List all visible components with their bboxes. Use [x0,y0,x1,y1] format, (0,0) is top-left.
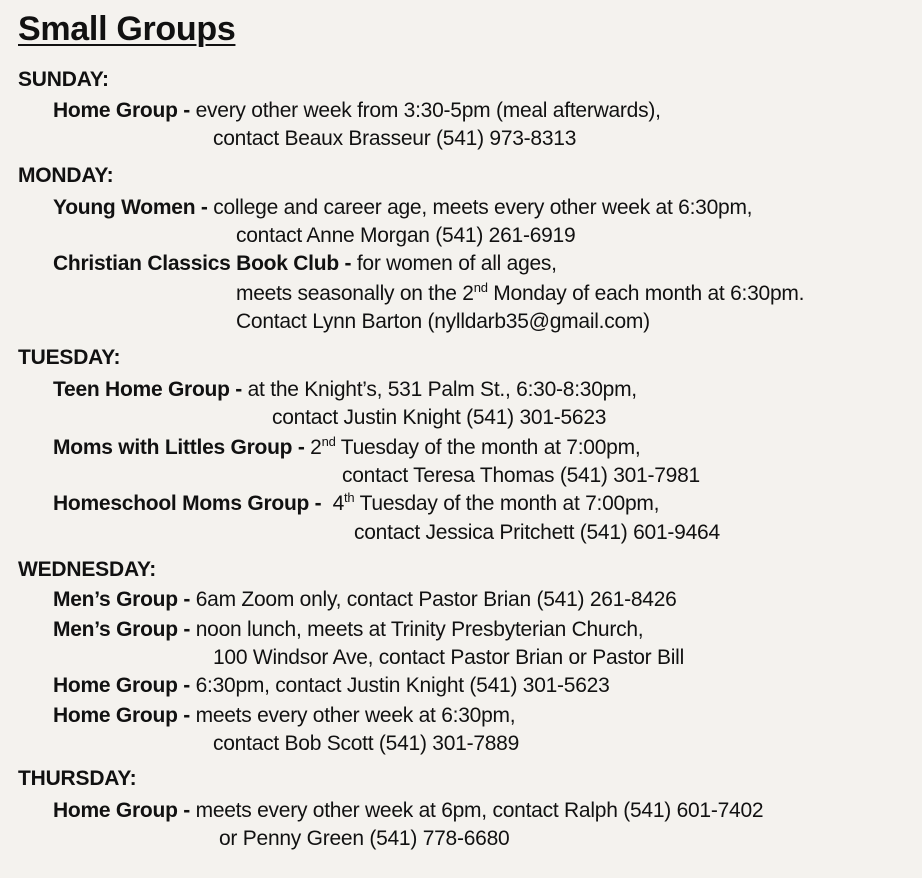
group-entry [53,194,752,222]
ordinal-suffix: nd [321,434,336,449]
group-entry [53,490,659,518]
group-entry [53,586,677,614]
group-description: 4 [321,492,345,515]
page-title: Small Groups [18,10,236,48]
group-name: Homeschool Moms Group - [53,492,322,515]
group-description: every other week from 3:30-5pm (meal afterwards), [190,99,661,122]
group-name: Men’s Group - [53,588,191,611]
group-description: Tuesday of the month at 7:00pm, [354,492,660,515]
group-name: Home Group - [53,704,190,727]
group-entry [53,616,643,644]
group-name: Men’s Group - [53,618,191,641]
group-contact: 100 Windsor Ave, contact Pastor Brian or Pastor Bill [213,646,685,669]
group-contact: contact Jessica Pritchett (541) 601-9464 [354,521,720,544]
day-heading-thursday: THURSDAY: [18,767,137,790]
group-description: 2 [304,436,322,459]
group-description: 6:30pm, contact Justin Knight (541) 301-5623 [190,674,610,697]
ordinal-suffix: th [344,490,355,505]
group-description: for women of all ages, [351,252,557,275]
group-entry [53,250,557,278]
group-entry [53,797,763,825]
ordinal-suffix: nd [473,280,488,295]
group-contact: or Penny Green (541) 778-6680 [219,827,510,850]
group-entry [53,376,637,404]
schedule-text: meets seasonally on the 2 [236,282,474,305]
group-description: noon lunch, meets at Trinity Presbyterian Church, [190,618,644,641]
group-contact: contact Bob Scott (541) 301-7889 [213,732,520,755]
group-contact: Contact Lynn Barton (nylldarb35@gmail.com) [236,310,650,333]
day-heading-sunday: SUNDAY: [18,68,109,91]
group-name: Home Group - [53,99,190,122]
group-contact: contact Teresa Thomas (541) 301-7981 [342,464,700,487]
group-description: at the Knight’s, 531 Palm St., 6:30-8:30pm, [242,378,637,401]
group-description: meets every other week at 6pm, contact Ralph (541) 601-7402 [190,799,764,822]
group-name: Home Group - [53,674,190,697]
group-entry [53,672,610,700]
day-heading-monday: MONDAY: [18,164,114,187]
group-description: college and career age, meets every other week at 6:30pm, [207,196,753,219]
group-description: Tuesday of the month at 7:00pm, [335,436,641,459]
day-heading-tuesday: TUESDAY: [18,346,121,369]
group-name: Christian Classics Book Club - [53,252,352,275]
group-name: Teen Home Group - [53,378,243,401]
group-contact: contact Justin Knight (541) 301-5623 [272,406,607,429]
group-name: Young Women - [53,196,208,219]
day-heading-wednesday: WEDNESDAY: [18,558,157,581]
group-entry [53,97,661,125]
group-name: Home Group - [53,799,190,822]
group-entry [53,702,515,730]
group-contact: contact Anne Morgan (541) 261-6919 [236,224,576,247]
group-schedule [236,280,804,308]
group-name: Moms with Littles Group - [53,436,305,459]
group-description: meets every other week at 6:30pm, [190,704,516,727]
group-contact: contact Beaux Brasseur (541) 973-8313 [213,127,577,150]
group-description: 6am Zoom only, contact Pastor Brian (541) 261-8426 [190,588,677,611]
group-entry [53,434,640,462]
schedule-text: Monday of each month at 6:30pm. [487,282,805,305]
